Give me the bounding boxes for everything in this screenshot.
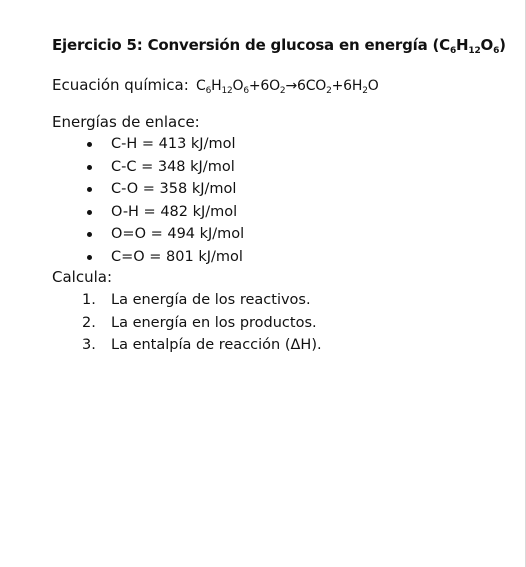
- list-item: [52, 223, 244, 246]
- equation-text: +6O: [248, 78, 280, 94]
- equation-label: Ecuación química:: [52, 76, 189, 94]
- bond-energy-text: O=O = 494 kJ/mol: [111, 226, 245, 243]
- bond-energy-text: O-H = 482 kJ/mol: [111, 203, 238, 220]
- bond-energies-heading: Energías de enlace:: [52, 113, 200, 131]
- equation-text: O: [367, 78, 379, 94]
- task-text: La entalpía de reacción (ΔH).: [111, 337, 322, 354]
- chemical-equation: [196, 78, 379, 94]
- bond-energy-text: C-O = 358 kJ/mol: [111, 181, 237, 198]
- list-item: [52, 201, 244, 224]
- task-number: 2.: [82, 314, 96, 331]
- list-item: [52, 133, 244, 156]
- bullet-icon: [87, 232, 92, 237]
- equation-text: O: [232, 78, 244, 94]
- task-list: [52, 289, 322, 357]
- exercise-title: [52, 36, 506, 54]
- title-text: Ejercicio 5: Conversión de glucosa en energía (C: [52, 36, 450, 54]
- list-item: [52, 334, 322, 357]
- equation-text: C: [196, 78, 206, 94]
- bullet-icon: [87, 165, 92, 170]
- bullet-icon: [87, 187, 92, 192]
- bond-energy-text: C-H = 413 kJ/mol: [111, 136, 236, 152]
- bullet-icon: [87, 255, 92, 260]
- list-item: [52, 178, 244, 201]
- equation-subscript: 2: [279, 86, 286, 96]
- list-item: [52, 246, 244, 269]
- list-item: [52, 289, 322, 312]
- list-item: [52, 156, 244, 179]
- title-text: O: [480, 36, 494, 54]
- equation-subscript: 2: [362, 86, 368, 96]
- equation-subscript: 6: [243, 86, 249, 96]
- equation-subscript: 12: [221, 86, 233, 96]
- bond-energies-list: [52, 133, 244, 269]
- bullet-icon: [87, 142, 92, 147]
- equation-text: H: [211, 78, 222, 94]
- task-number: 3.: [82, 337, 96, 354]
- task-number: 1.: [82, 292, 96, 308]
- equation-text: →6CO: [285, 78, 327, 94]
- list-item: [52, 312, 322, 335]
- title-text: H: [456, 36, 469, 54]
- title-subscript: 6: [449, 46, 457, 56]
- title-text: ): [499, 36, 506, 54]
- equation-subscript: 6: [205, 86, 212, 96]
- title-subscript: 6: [493, 46, 500, 56]
- calculate-heading: Calcula:: [52, 268, 112, 286]
- chemical-equation-row: [52, 76, 379, 94]
- title-subscript: 12: [468, 46, 481, 56]
- bond-energy-text: C-C = 348 kJ/mol: [111, 158, 235, 175]
- task-text: La energía en los productos.: [111, 314, 317, 331]
- equation-subscript: 2: [326, 86, 332, 96]
- bond-energy-text: C=O = 801 kJ/mol: [111, 248, 243, 265]
- bullet-icon: [87, 210, 92, 215]
- equation-text: +6H: [331, 78, 363, 94]
- task-text: La energía de los reactivos.: [111, 292, 311, 308]
